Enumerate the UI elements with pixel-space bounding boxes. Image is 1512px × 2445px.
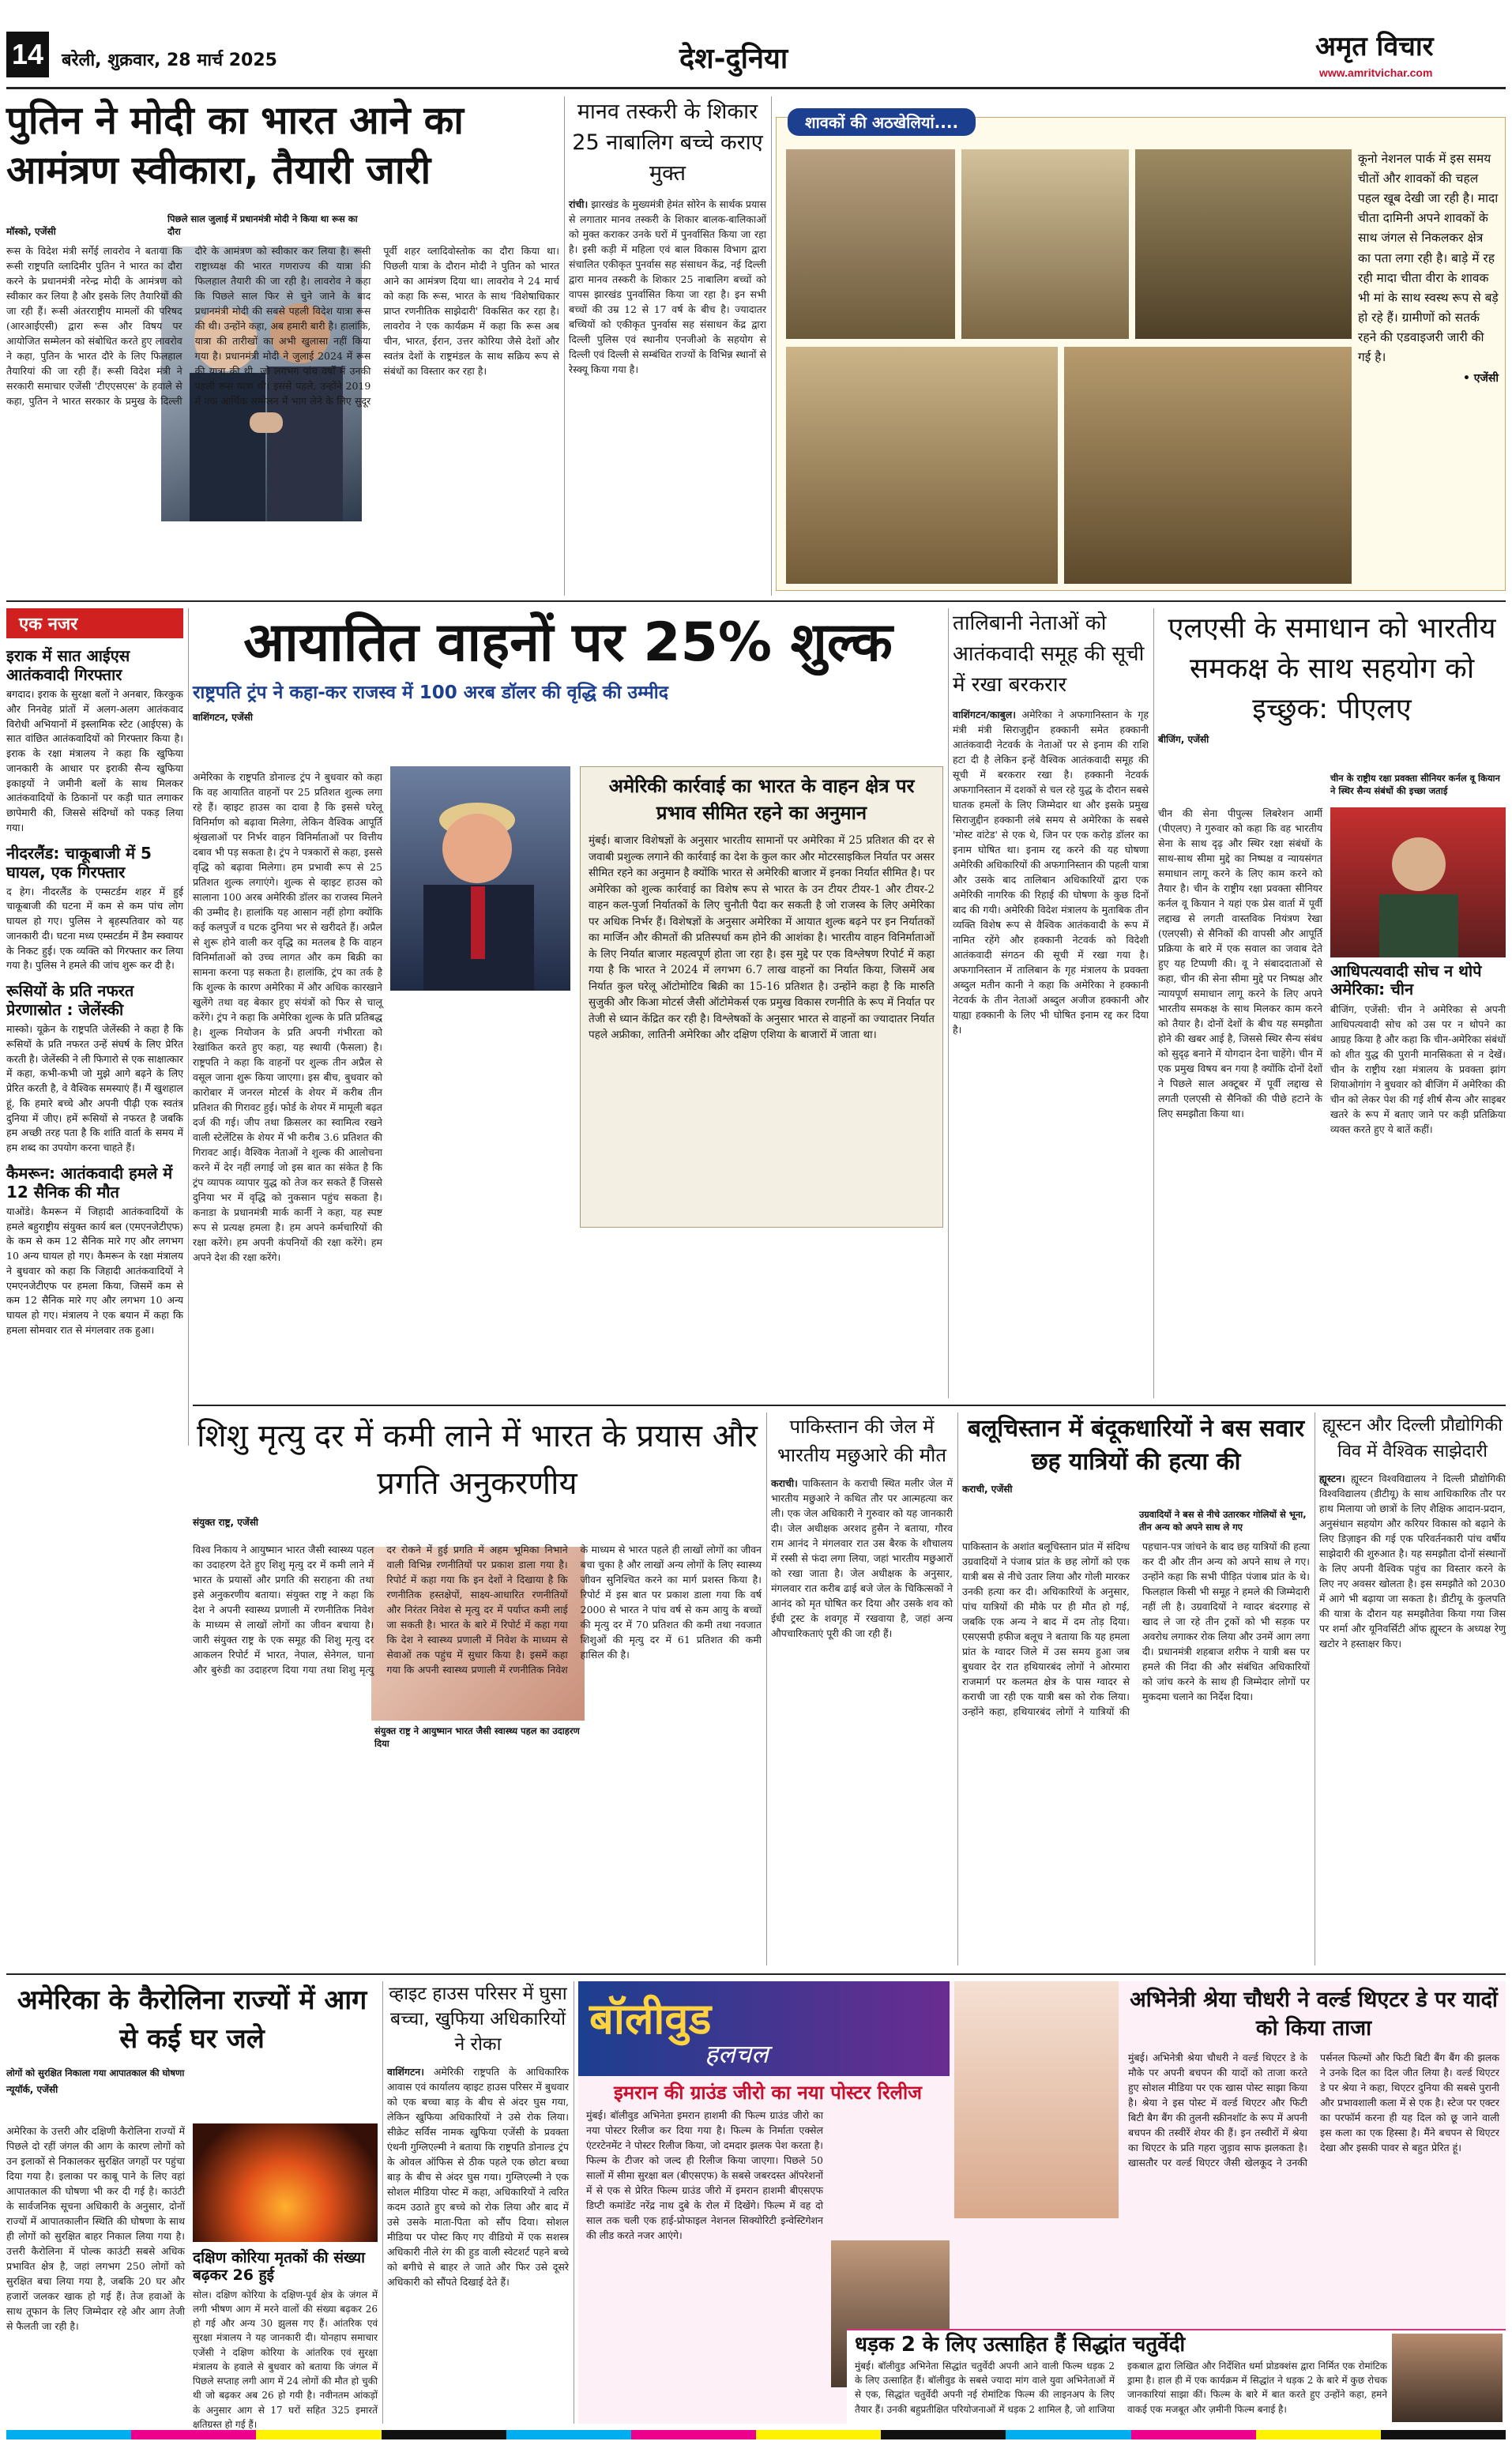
ek-nazar-item-title: इराक में सात आईएस आतंकवादी गिरफ्तार	[6, 646, 130, 684]
trump-figure	[390, 766, 570, 991]
houston-story	[1319, 1412, 1506, 1965]
ek-nazar-item-text: याओंडे। कैमरून में जिहादी आतंकवादियों के हमले बहुराष्ट्रीय संयुक्त कार्य बल (एमएनजेटीएफ) के कम से कम 12 सैनिक मारे गए और लगभग 10 अन्य घायल हो गए। कैमरून के रक्षा मंत्रालय ने बुधवार को कहा कि जिहादी आतंकवादियों ने एमएनजेटीएफ पर हमला किया, जिसमें कम से कम 12 सैनिक मारे गए और लगभग 10 अन्य घायल हो गए। मंत्रालय ने एक बयान में कहा कि हमला सोमवार रात से मंगलवार तक हुआ।	[6, 1205, 183, 1336]
whitehouse-text: अमेरिकी राष्ट्रपति के आधिकारिक आवास एवं कार्यालय व्हाइट हाउस परिसर में बुधवार को एक बच्चा बाड़ के बीच से अंदर घुस गया, लेकिन खुफिया अधिकारियों ने उसे रोक लिया। सीक्रेट सर्विस नामक खुफिया एजेंसी के प्रवक्ता एंथनी गुग्लिएल्मी ने बताया कि राष्ट्रपति डोनाल्ड ट्रंप के ओवल ऑफिस से ठीक पहले एक छोटा बच्चा बाड़ के बीच से अंदर घुस गया। गुग्लिएल्मी ने एक सोशल मीडिया पोस्ट में कहा, अधिकारियों ने त्वरित कदम उठाते हुए बच्चे को रोक लिया और बाद में उसे उसके माता-पिता को सौंप दिया। सोशल मीडिया पर पोस्ट किए गए वीडियो में एक सशस्त्र अधिकारी नीले रंग की हुड वाली स्वेटशर्ट पहने बच्चे को बगीचे से बाहर ले जाते और फिर उसे दूसरे अधिकारी को सौंपते दिखाई देते हैं।	[387, 2065, 569, 2288]
carolina-photo-caption: लोगों को सुरक्षित निकाला गया आपातकाल की घोषणा	[6, 2067, 185, 2078]
tariff-dateline: वाशिंगटन, एजेंसी	[193, 711, 254, 723]
cheetah-photo-1	[786, 149, 955, 339]
shriya-story	[1128, 1986, 1499, 2318]
putin-dateline: मॉस्को, एजेंसी	[6, 226, 56, 237]
ek-nazar-item	[6, 981, 183, 1156]
wu-qian-figure	[1330, 807, 1506, 957]
baloch-body: पाकिस्तान के अशांत बलूचिस्तान प्रांत में संदिग्ध उग्रवादियों ने पंजाब प्रांत के छह लोगों को एक यात्री बस से नीचे उतार लिया और गोली मारकर उनकी हत्या कर दी। अधिकारियों के अनुसार, पांच यात्रियों की मौके पर ही मौत हो गई, जबकि एक अन्य ने बाद में दम तोड़ दिया। एसएसपी हफीज बलूच ने बताया कि यह हमला प्रांत के ग्वादर जिले में उस समय हुआ जब बुधवार देर रात हथियारबंद लोगों ने ओरमारा राजमार्ग पर कलमत क्षेत्र के पास ग्वादर से कराची जा रही एक यात्री बस को रोक लिया। उन्होंने कहा, हथियारबंद लोगों ने यात्रियों की पहचान-पत्र जांचने के बाद छह यात्रियों की हत्या कर दी और तीन अन्य को अपने साथ ले गए। उन्होंने कहा कि सभी पीड़ित पंजाब प्रांत के थे। फिलहाल किसी भी समूह ने हमले की जिम्मेदारी नहीं ली है। उग्रवादियों ने ग्वादर बंदरगाह से खाद ले जा रहे तीन ट्रकों को भी सड़क पर अवरोध लगाकर रोक लिया और उनमें आग लगा दी। प्रधानमंत्री शहबाज शरीफ ने यात्री बस पर हमले की निंदा की और संबंधित अधिकारियों को जांच करने के साथ ही जिम्मेदार लोगों पर मुकदमा चलाने का निर्देश दिया।	[962, 1540, 1310, 1717]
cheetah-credit: • एजेंसी	[1462, 372, 1499, 386]
imran-body: मुंबई। बॉलीवुड अभिनेता इमरान हाशमी की फिल्म ग्राउंड जीरो का नया पोस्टर रिलीज कर दिया गया है। फिल्म के निर्माता एक्सेल एंटरटेनमेंट ने पोस्टर रिलीज किया, जो दमदार झलक पेश करता है। फिल्म के टीजर को जल्द ही रिलीज किया जाएगा। पिछले 50 सालों में सीमा सुरक्षा बल (बीएसएफ) के सबसे जबरदस्त ऑपरेशनों में से एक से प्रेरित फिल्म ग्राउंड जीरो में इमरान हाशमी बीएसएफ डिप्टी कमांडेंट नरेंद्र नाथ दुबे के रोल में दिखेंगे। फिल्म में वह दो साल तक चली एक हाई-प्रोफाइल नेशनल सिक्योरिटी इन्वेस्टिगेशन की लीड करते नजर आएंगे।	[586, 2108, 823, 2241]
page-number-box	[6, 32, 49, 77]
cheetah-photo-5	[1064, 347, 1352, 584]
trump-photo	[390, 766, 570, 991]
shriya-body: मुंबई। अभिनेत्री श्रेया चौधरी ने वर्ल्ड थिएटर डे के मौके पर अपनी बचपन की यादों को ताजा करते हुए सोशल मीडिया पर एक खास पोस्ट साझा किया है। श्रेया ने इस पोस्ट में वर्ल्ड थिएटर और फिटी बिटी बैग बैंग की तुलनी स्क्रीनशॉट के रूप में अपनी बचपन की तस्वीरें शेयर की हैं। इन तस्वीरों में श्रेया का थिएटर के प्रति गहरा जुड़ाव साफ झलकता है। खासतौर पर वर्ल्ड थिएटर जैसी खेलकूद ने उनकी पर्सनल फिल्मों और फिटी बिटी बैंग बैंग की झलक ने उनके दिल का दिल जीत लिया है। वर्ल्ड थिएटर डे पर श्रेया ने कहा, थिएटर दुनिया की सबसे पुरानी और प्रभावशाली कला में से एक है। स्टेज पर एक्टर का परफॉर्म करना ही यह दिल को छू जाने वाली इस कला का एक हिस्सा है। मैंने बचपन से थिएटर देखा और इसकी पावर से बहुत प्रेरित हूं।	[1128, 2051, 1499, 2169]
divider	[1153, 608, 1154, 1398]
page-number: 14	[11, 38, 44, 70]
siddhant-story	[847, 2329, 1506, 2424]
divider	[766, 1412, 767, 1965]
pla-body: चीन की सेना पीपुल्स लिबरेशन आर्मी (पीएलए) ने गुरुवार को कहा कि वह भारतीय सेना के साथ दृढ़ और स्थिर रक्षा संबंधों के साथ-साथ सीमा मुद्दे का निष्पक्ष व न्यायसंगत समाधान लागू करने के लिए काम करने को तैयार है। चीन के राष्ट्रीय रक्षा प्रवक्ता सीनियर कर्नल वू कियान ने यहां एक प्रेस वार्ता में पूर्वी लद्दाख से लगती वास्तविक नियंत्रण रेखा (एलएसी) से सैनिकों की वापसी और आपूर्ति प्रक्रिया के बारे में एक सवाल का जवाब देते हुए यह टिप्पणी की। वू ने संबाददाताओं से कहा, चीन की सेना सीमा मुद्दे पर निष्पक्ष और न्यायपूर्ण समाधान लागू करने के लिए अपने भारतीय समकक्ष के साथ मिलकर काम करने को तैयार है। दोनों देशों के बीच यह समझौता होने की खबर आई है, जिससे स्थिर सैन्य संबंध को सुदृढ़ बनाने में योगदान देना चाहेंगे। चीन में एक प्रमुख विषय बन गया है क्योंकि दोनों देशों ने पिछले साल अक्टूबर में पूर्वी लद्दाख से लगती एलएसी से सैनिकों की पीछे हटाने के लिए समझौता किया था।	[1158, 807, 1322, 1119]
tariff-body-col1	[193, 769, 382, 1263]
korea-box	[193, 2249, 378, 2430]
trafficking-story	[569, 96, 766, 594]
taliban-text: अमेरिका ने अफगानिस्तान के गृह मंत्री मंत्री सिराजुद्दीन हक्कानी समेत हक्कानी आतंकवादी नेटवर्क के नेताओं पर से इनाम की राशि हटा दी है लेकिन इन्हें वैश्विक आतंकवादी समूह की सूची में बरकरार रखा है। हक्कानी नेटवर्क अफगानिस्तान में दशकों से चल रहे युद्ध के दौरान सबसे घातक हमलों के लिए जिम्मेदार था और इसके प्रमुख सिराजुद्दीन हक्कानी लंबे समय से अमेरिका के सबसे 'मोस्ट वांटेड' से एक थे, जिन पर एक करोड़ डॉलर का इनाम घोषित था। इनाम रद्द करने की यह घोषणा अमेरिकी अधिकारियों की अफगानिस्तान की पहली यात्रा और उसके बाद तालिबान अधिकारियों द्वारा एक अमेरिकी नागरिक की रिहाई की घोषणा के कुछ दिनों बाद की गयी। अमेरिकी विदेश मंत्रालय के मुताबिक तीन व्यक्ति विशेष रूप से वैश्विक आतंकवादी के रूप में नामित रहेंगे और हक्कानी नेटवर्क को विदेशी आतंकवादी संगठन की सूची में रखा गया है। अफगानिस्तान में तालिबान के गृह मंत्रालय के प्रवक्ता अब्दुल मतीन कानी ने कहा कि अमेरिका ने हक्कानी नेटवर्क के तीन नेताओं अब्दुल अजीज हक्कानी और याह्या हक्कानी के लिए भी घोषित इनाम रद्द कर दिया है।	[953, 709, 1149, 1036]
baloch-photo-caption: उग्रवादियों ने बस से नीचे उतारकर गोलियों से भूना, तीन अन्य को अपने साथ ले गए	[1139, 1509, 1307, 1533]
imran-headline: इमरान की ग्राउंड जीरो का नया पोस्टर रिलीज	[614, 2082, 922, 2104]
putin-body: रूस के विदेश मंत्री सर्गेई लावरोव ने बताया कि रूसी राष्ट्रपति व्लादिमीर पुतिन ने भारत का दौरा करने के प्रधानमंत्री नरेन्द्र मोदी के आमंत्रण को स्वीकार कर लिया है और इसके लिए तैयारियों की जा रही हैं। रूसी अंतरराष्ट्रीय मामलों की परिषद (आरआईएसी) द्वारा रूस और विषय पर आयोजित सम्मेलन को संबोधित करते हुए लावरोव ने कहा, पुतिन के भारत दौरे के लिए फिलहाल तैयारियां की जा रही हैं। रूसी विदेश मंत्री ने सरकारी समाचार एजेंसी 'टीएएसएस' के हवाले से कहा, पुतिन ने भारत सरकार के प्रमुख के दिल्ली दौरे के आमंत्रण को स्वीकार कर लिया है। रूसी राष्ट्राध्यक्ष की भारत गणराज्य की यात्रा की फिलहाल तैयारी की जा रही है। लावरोव ने कहा कि पिछले साल फिर से चुने जाने के बाद प्रधानमंत्री मोदी की सबसे पहली विदेश यात्रा रूस की थी। उन्होंने कहा, अब हमारी बारी है। हालांकि, यात्रा की तारीखों का अभी खुलासा नहीं किया गया है। प्रधानमंत्री मोदी ने जुलाई 2024 में रूस की यात्रा की थी, जो लगभग पांच वर्षों में उनकी पहली रूस यात्रा थी। इससे पहले, उन्होंने 2019 में एक आर्थिक सम्मेलन में भाग लेने के लिए सुदूर पूर्वी शहर व्लादिवोस्तोक का दौरा किया था। पिछली यात्रा के दौरान मोदी ने पुतिन को भारत आने का आमंत्रण दिया था। लावरोव ने 24 मार्च को कहा कि रूस, भारत के साथ 'विशेषाधिकार प्राप्त रणनीतिक साझेदारी' विकसित कर रहा है। लावरोव ने एक कार्यक्रम में कहा कि रूस अब चीन, भारत, ईरान, उत्तर कोरिया जैसे देशों और स्वतंत्र देशों के राष्ट्रमंडल के साथ सक्रिय रूप से संबंधों का विस्तार कर रहा है।	[6, 245, 559, 407]
website: www.amritvichar.com	[1319, 66, 1433, 79]
ek-nazar-item	[6, 844, 183, 974]
putin-photo-caption: पिछले साल जुलाई में प्रधानमंत्री मोदी ने किया था रूस का दौरा	[167, 213, 358, 237]
color-registration-strip	[6, 2430, 1506, 2439]
taliban-dateline: वाशिंगटन/काबुल।	[953, 709, 1016, 720]
houston-text: ह्यूस्टन विश्वविद्यालय ने दिल्ली प्रौद्योगिकी विश्वविद्यालय (डीटीयू) के साथ आधिकारिक तौर पर हाथ मिलाया जो छात्रों के लिए शैक्षिक आदान-प्रदान, अनुसंधान सहयोग और करियर विकास को बढ़ाने के लिए डिज़ाइन की गई एक परिवर्तनकारी पांच वर्षीय साझेदारी की शुरुआत है। यह समझौता दोनों संस्थानों के लिए अपनी वैश्विक पहुंच का विस्तार करने के लिए नए अवसर खोलता है। इस समझौते को 2030 में आगे भी बढ़ाया जा सकता है। डीटीयू के कुलपति की यात्रा के दौरान यह समझौतेवा किया गया जिस पर शर्मा और यूनिवर्सिटी ऑफ ह्यूस्टन के अध्यक्ष रेणु खटोर ने हस्ताक्षर किए।	[1319, 1473, 1506, 1649]
wu-qian-photo	[1330, 807, 1506, 957]
tariff-box-headline: अमेरिकी कार्रवाई का भारत के वाहन क्षेत्र पर प्रभाव सीमित रहने का अनुमान	[608, 775, 915, 824]
brand-logo: अमृत विचार	[1315, 31, 1434, 62]
bollywood-section	[578, 1981, 1506, 2424]
siddhant-headline: धड़क 2 के लिए उत्साहित हैं सिद्धांत चतुर्वेदी	[855, 2333, 1186, 2357]
cheetah-photo-2	[961, 149, 1129, 339]
carolina-headline: अमेरिका के कैरोलिना राज्यों में आग से कई घर जले	[17, 1984, 367, 2056]
bollywood-label-bottom: हलचल	[705, 2039, 769, 2069]
tariff-box-body: मुंबई। बाजार विशेषज्ञों के अनुसार भारतीय सामानों पर अमेरिका में 25 प्रतिशत की दर से जवाबी प्रशुल्क लगाने की कार्रवाई का देश के कुल कार और मोटरसाइकिल निर्यात पर असर सीमित रहने का अनुमान है क्योंकि भारत से अमेरिकी बाजार में इनका निर्यात सीमित है। पर अमेरिका को शुल्क कार्रवाई का विशेष रूप से भारत के उन टीयर टीयर-1 और टीयर-2 वाहन कल-पुर्जा निर्यातकों के लिए चुनौती पैदा कर सकती है जो राजस्व के लिए अमेरिका पर अधिक निर्भर हैं। विशेषज्ञों के अनुसार अमेरिका में आयात शुल्क बढ़ने पर इन निर्यातकों का मार्जिन और कीमतों की प्रतिस्पर्धा कम होने की आशंका है। भारतीय वाहन विनिर्माताओं के लिए निर्यात बाजार महत्वपूर्ण होता जा रहा है। इस मुद्दे पर एक विश्लेषण रिपोर्ट में कहा गया है कि भारत ने 2024 में लगभग 6.7 लाख वाहनों का निर्यात किया, जिसमें अब निर्यात कुल घरेलू ऑटोमोटिव बिक्री का 15-16 प्रतिशत है। उन्होंने कहा है कि मारुति सुजुकी और किआ मोटर्स जैसी ऑटोमेकर्स एक प्रमुख विकास रणनीति के रूप में निर्यात पर तेजी से ध्यान केंद्रित कर रही है। विश्लेषकों के अनुसार भारत से वाहनों का ज्यादातर निर्यात पहले अफ्रीका, लातिनी अमेरिका और दक्षिण एशिया के बाजारों में जाता था।	[589, 834, 935, 1042]
siddhant-photo	[1392, 2334, 1503, 2422]
fishermen-text: पाकिस्तान के कराची स्थित मलीर जेल में भारतीय मछुआरे ने कथित तौर पर आत्महत्या कर ली। एक जेल अधिकारी ने गुरुवार को यह जानकारी दी। जेल अधीक्षक अरशद हुसैन ने बताया, गौरव राम आनंद ने मंगलवार रात उस बैरक के शौचालय में रस्सी से फंदा लगा लिया, जहां भारतीय मछुआरों को रखा जाता है। जेल अधीक्षक के अनुसार, मंगलवार रात करीब ढाई बजे जेल के चिकित्सकों ने आनंद को मृत घोषित कर दिया और उसके शव को ईधी ट्रस्ट के शवगृह में रखवाया है, जहां अन्य औपचारिकताएं पूरी की जा रही हैं।	[771, 1477, 953, 1639]
section-title: देश-दुनिया	[679, 43, 788, 75]
pla-sub-body: बीजिंग, एजेंसी: चीन ने अमेरिका से अपनी आधिपत्यवादी सोच को उस पर न थोपने का आग्रह किया है और कहा कि चीन-अमेरिका संबंधों को शीत युद्ध की पुरानी मानसिकता से न देखें। चीन के राष्ट्रीय रक्षा मंत्रालय के प्रवक्ता झांग शियाओगांग ने बुधवार को बीजिंग में अमेरिका की चीन को लेकर पेश की गई शीर्ष सैन्य और साइबर खतरे के रूप में बताए जाने पर कड़ी प्रतिक्रिया व्यक्त करते हुए ये बातें कहीं।	[1330, 1003, 1506, 1135]
bollywood-banner	[578, 1981, 950, 2076]
whitehouse-headline: व्हाइट हाउस परिसर में घुसा बच्चा, खुफिया अधिकारियों ने रोका	[389, 1984, 567, 2056]
imran-story	[586, 2082, 950, 2319]
section-rule	[6, 600, 1506, 602]
whitehouse-body	[387, 2064, 569, 2412]
houston-body	[1319, 1471, 1506, 1898]
divider	[564, 96, 565, 596]
ek-nazar-item-title: कैमरून: आतंकवादी हमले में 12 सैनिक की मौत	[6, 1163, 173, 1202]
fishermen-dateline: कराची।	[771, 1477, 798, 1489]
trafficking-dateline: रांची।	[569, 198, 589, 211]
houston-headline: ह्यूस्टन और दिल्ली प्रौद्योगिकी विव में वैश्विक साझेदारी	[1322, 1416, 1503, 1461]
fire-photo	[193, 2123, 378, 2242]
baloch-dateline: कराची, एजेंसी	[962, 1484, 1013, 1495]
shriya-photo	[954, 1981, 1119, 2218]
city-date: बरेली, शुक्रवार, 28 मार्च 2025	[62, 51, 277, 70]
ek-nazar-item-title: रूसियों के प्रति नफरत प्रेरणास्रोत : जेलेंस्की	[6, 981, 134, 1019]
ek-nazar-item-text: बगदाद। इराक के सुरक्षा बलों ने अनबार, किरकुक और निनवेह प्रांतों में अलग-अलग आतंकवाद विरोधी अभियानों में इस्लामिक स्टेट (आईएस) के सात वांछित आतंकवादियों को गिरफ्तार किया है। इराक के रक्षा मंत्रालय ने कहा कि खुफिया जानकारी के आधार पर इराकी सैन्य खुफिया इकाइयों ने जमीनी बलों के साथ मिलकर आतंकवादियों के ठिकानों पर कड़ी घात लगाकर छापेमारी की, जिससे संदिग्धों को पकड़ लिया गया।	[6, 688, 183, 833]
cheetah-photo-3	[1135, 149, 1352, 339]
divider	[771, 96, 772, 596]
cheetah-caption-box	[1358, 149, 1499, 584]
whitehouse-story	[387, 1981, 569, 2424]
masthead-rule	[6, 87, 1506, 89]
ek-nazar-item	[6, 646, 183, 836]
pla-dateline: बीजिंग, एजेंसी	[1158, 734, 1209, 746]
fishermen-headline: पाकिस्तान की जेल में भारतीय मछुआरे की मौत	[777, 1416, 947, 1466]
carolina-dateline: न्यूयॉर्क, एजेंसी	[6, 2084, 58, 2096]
trafficking-body	[569, 197, 766, 568]
carolina-story	[6, 1981, 378, 2430]
trafficking-text: झारखंड के मुख्यमंत्री हेमंत सोरेन के सार्थक प्रयास से लगातार मानव तस्करी के शिकार बालक-बालिकाओं को मुक्त कराकर उनके घरों में पुनर्वासित किया जा रहा है। इसी कड़ी में महिला एवं बाल विकास विभाग द्वारा संचालित एकीकृत पुनर्वास सह संसाधन केंद्र, नई दिल्ली द्वारा मानव तस्करी के शिकार 25 नाबालिग बच्चों को वापस झारखंड पुनर्वासित किया जा रहा है। इन सभी बच्चों की उम्र 12 से 17 वर्ष के बीच है। ज्यादातर बच्चियों को एकीकृत पुनर्वास सह संसाधन केंद्र द्वारा दिल्ली पुलिस एवं स्थानीय एनजीओ के सहयोग से दिल्ली एवं दिल्ली से सम्बंधित राज्यों के विभिन्न स्थानों से रेस्क्यू किया गया है।	[569, 198, 766, 376]
pla-sub-story	[1330, 962, 1506, 1294]
section-rule	[6, 1973, 1506, 1975]
putin-headline: पुतिन ने मोदी का भारत आने का आमंत्रण स्वीकारा, तैयारी जारी	[6, 98, 464, 193]
cheetah-label: शावकों की अठखेलियां....	[788, 108, 976, 136]
pla-headline: एलएसी के समाधान को भारतीय समकक्ष के साथ सहयोग को इच्छुक: पीएलए	[1168, 612, 1496, 726]
fishermen-story	[771, 1412, 953, 1965]
fishermen-body	[771, 1476, 953, 1902]
korea-headline: दक्षिण कोरिया मृतकों की संख्या बढ़कर 26 हुई	[193, 2249, 366, 2284]
pla-sub-headline: आधिपत्यवादी सोच न थोपे अमेरिका: चीन	[1330, 961, 1482, 999]
ek-nazar-sidebar	[6, 608, 183, 1446]
infant-body: विश्व निकाय ने आयुष्मान भारत जैसी स्वास्थ्य पहल का उदाहरण देते हुए शिशु मृत्यु दर में कमी लाने में भारत के प्रयासों और प्रगति की सराहना की तथा इसे अनुकरणीय बताया। संयुक्त राष्ट्र ने कहा कि देश ने अपनी स्वास्थ्य प्रणाली में रणनीतिक निवेश के माध्यम से लाखों लोगों का जीवन बचाया है। जारी संयुक्त राष्ट्र के एक समूह की शिशु मृत्यु दर आकलन रिपोर्ट में भारत, नेपाल, सेनेगल, घाना और बुरुंडी का उदाहरण दिया गया तथा शिशु मृत्यु दर रोकने में हुई प्रगति में अहम भूमिका निभाने वाली विभिन्न रणनीतियों पर प्रकाश डाला गया है। रिपोर्ट में कहा गया कि इन देशों ने दिखाया है कि रणनीतिक हस्तक्षेपों, साक्ष्य-आधारित रणनीतियों और निरंतर निवेश से मृत्यु दर में पर्याप्त कमी लाई जा सकती है। भारत के बारे में रिपोर्ट में कहा गया कि देश ने स्वास्थ्य प्रणाली में निवेश के माध्यम से सेवाओं तक पहुंच में सुधार किया है। इसमें कहा गया कि अपनी स्वास्थ्य प्रणाली में रणनीतिक निवेश के माध्यम से भारत पहले ही लाखों लोगों का जीवन बचा चुका है और लाखों अन्य लोगों के लिए स्वास्थ्य जीवन सुनिश्चित करने का मार्ग प्रशस्त किया है। रिपोर्ट में इस बात पर प्रकाश डाला गया कि वर्ष 2000 से भारत ने पांच वर्ष से कम आयु के बच्चों की मृत्यु दर में 70 प्रतिशत की कमी तथा नवजात शिशुओं की मृत्यु दर में 61 प्रतिशत की कमी हासिल की है।	[193, 1544, 762, 1676]
baloch-headline: बलूचिस्तान में बंदूकधारियों ने बस सवार छह यात्रियों की हत्या की	[967, 1415, 1305, 1476]
cheetah-feature	[776, 113, 1506, 591]
putin-story	[6, 96, 559, 594]
trafficking-headline: मानव तस्करी के शिकार 25 नाबालिग बच्चे कराए मुक्त	[572, 100, 763, 186]
infant-story	[193, 1412, 762, 1965]
infant-dateline: संयुक्त राष्ट्र, एजेंसी	[193, 1517, 259, 1528]
whitehouse-dateline: वाशिंगटन।	[387, 2065, 424, 2078]
masthead	[0, 0, 1512, 79]
divider	[382, 1981, 383, 2424]
tariff-body: अमेरिका के राष्ट्रपति डोनाल्ड ट्रंप ने बुधवार को कहा कि वह आयातित वाहनों पर 25 प्रतिशत शुल्क लगा रहे हैं। व्हाइट हाउस का दावा है कि इससे घरेलू विनिर्माण को बढ़ावा मिलेगा, लेकिन वैश्विक आपूर्ति श्रृंखलाओं पर निर्भर वाहन विनिर्माताओं पर वित्तीय दबाव भी पड़ सकता है। ट्रंप ने पत्रकारों से कहा, इससे वृद्धि को बढ़ावा मिलेगा। हम प्रभावी रूप से 25 प्रतिशत शुल्क लगाएंगे। शुल्क से व्हाइट हाउस को सालाना 100 अरब अमेरिकी डॉलर का राजस्व मिलने की उम्मीद है। हालांकि यह आसान नहीं होगा क्योंकि कई कलपुर्जे व घटक दुनिया भर से खरीदते हैं। अप्रैल से शुरू होने वाली कर वृद्धि का मतलब है कि वाहन विनिर्माताओं को उच्च लागत और कम बिक्री का सामना करना पड़ सकता है। हालांकि, ट्रंप का तर्क है कि शुल्क के कारण अमेरिका में और अधिक कारखाने खुलेंगे तथा वह बेकार हुए संयंत्रों को फिर से चालू करेंगे। ट्रंप ने कहा कि अमेरिका शुल्क के प्रति प्रतिबद्ध है। शुल्क नियोजन के प्रति अपनी गंभीरता को रेखांकित करते हुए कहा, यह स्थायी (फैसला) है। राष्ट्रपति ने कहा कि वाहनों पर शुल्क तीन अप्रैल से वसूल जाना शुरू किया जाएगा। इस बीच, बुधवार को कारोबार में जनरल मोटर्स के शेयर में करीब तीन प्रतिशत की गिरावट हुई। फोर्ड के शेयर में मामूली बढ़त दर्ज की गई। जीप तथा क्रिसलर का स्वामित्व रखने वाली स्टेलेंटिस के शेयर में भी करीब 3.6 प्रतिशत की गिरावट आई। वैश्विक नेताओं ने शुल्क की आलोचना करने में देर नहीं लगाई जो इस बात का संकेत है कि ट्रंप व्यापक व्यापार युद्ध को तेज कर सकते हैं जिससे दुनिया भर में वृद्धि को नुकसान पहुंच सकता है। कनाडा के प्रधानमंत्री मार्क कार्नी ने कहा, यह स्पष्ट रूप से प्रत्यक्ष हमला है। हम अपने कर्मचारियों की रक्षा करेंगे। हम अपनी कंपनियों की रक्षा करेंगे। हम अपने देश की रक्षा करेंगे।	[193, 771, 382, 1263]
tariff-subheadline: राष्ट्रपति ट्रंप ने कहा-कर राजस्व में 100 अरब डॉलर की वृद्धि की उम्मीद	[193, 683, 668, 704]
taliban-headline: तालिबानी नेताओं को आतंकवादी समूह की सूची में रखा बरकरार	[953, 611, 1145, 697]
taliban-story	[953, 608, 1149, 1398]
korea-body: सोल। दक्षिण कोरिया के दक्षिण-पूर्व क्षेत्र के जंगल में लगी भीषण आग में मरने वालों की संख्या बढ़कर 26 हो गई और अन्य 30 झुलस गए हैं। आंतरिक एवं सुरक्षा मंत्रालय ने यह जानकारी दी। योनहाप समाचार एजेंसी ने दक्षिण कोरिया के आंतरिक एवं सुरक्षा मंत्रालय के हवाले से बुधवार को बताया कि जंगल में पिछले सप्ताह लगी आग में 24 लोगों की मौत हो चुकी थी जो बढ़कर अब 26 हो गयी है। नवीनतम आंकड़ों के अनुसार आग से 17 घरों सहित 325 इमारतें क्षतिग्रस्त हो गई हैं।	[193, 2289, 378, 2430]
bollywood-label-top: बॉलीवुड	[589, 1994, 712, 2044]
tariff-headline: आयातित वाहनों पर 25% शुल्क	[243, 611, 893, 674]
taliban-body	[953, 707, 1149, 1339]
pla-story	[1158, 608, 1506, 1398]
infant-photo-caption: संयुक्त राष्ट्र ने आयुष्मान भारत जैसी स्वास्थ्य पहल का उदाहरण दिया	[374, 1725, 580, 1749]
siddhant-body: मुंबई। बॉलीवुड अभिनेता सिद्धांत चतुर्वेदी अपनी आने वाली फिल्म धड़क 2 के लिए उत्साहित हैं। बॉलीवुड के सबसे ज्यादा मांग वाले युवा अभिनेताओं में से एक, सिद्धांत चतुर्वेदी अपनी नई रोमांटिक फिल्म की लाइनअप के लिए तैयार हैं। उनकी बहुप्रतीक्षित परियोजनाओं में धड़क 2 शामिल है, जो शाजिया इकबाल द्वारा लिखित और निर्देशित धर्मा प्रोडक्शंस द्वारा निर्मित एक रोमांटिक ड्रामा है। हाल ही में एक कार्यक्रम में सिद्धांत ने धड़क 2 के बारे में कुछ रोचक जानकारियां साझा कीं। फिल्म के बारे में बात करते हुए उन्होंने कहा, हमने वाकई एक मजबूत और ज़मीनी फिल्म बनाई है।	[855, 2360, 1387, 2415]
shriya-headline: अभिनेत्री श्रेया चौधरी ने वर्ल्ड थिएटर डे पर यादों को किया ताजा	[1130, 1988, 1498, 2041]
section-rule	[193, 1405, 1506, 1406]
ek-nazar-item-text: मास्को। यूक्रेन के राष्ट्रपति जेलेंस्की ने कहा है कि रूसियों के प्रति नफरत उन्हें संघर्ष के लिए प्रेरित करती है। जेलेंस्की ने ली फिगारो से एक साक्षात्कार में कहा, कभी-कभी जो मुझे आगे बढ़ने के लिए प्रेरित करती है, वे वैश्विक समस्याएं हैं। मैं खुशहाल हूं, कि हमारे बच्चे और अपनी पीढ़ी एक स्वतंत्र दुनिया में जीए। हमें रूसियों से नफरत है जबकि हम अच्छी तरह पता है कि शांति वार्ता के समय में हम शब्द का उपयोग करना चाहते हैं।	[6, 1023, 184, 1153]
tariff-box	[580, 766, 943, 1228]
baloch-story	[962, 1412, 1310, 1965]
divider	[188, 608, 189, 1446]
pla-photo-caption: चीन के राष्ट्रीय रक्षा प्रवक्ता सीनियर कर्नल वू कियान ने स्थिर सैन्य संबंधों की इच्छा जताई	[1330, 773, 1500, 796]
ek-nazar-item	[6, 1164, 183, 1338]
tariff-story	[193, 608, 943, 1398]
ek-nazar-item-text: द हेग। नीदरलैंड के एम्सटर्डम शहर में हुई चाकूबाजी की घटना में कम से कम पांच लोग घायल हो गए। पुलिस ने बृहस्पतिवार को यह जानकारी दी। घटना मध्य एम्सटर्डम में डैम स्क्वायर के निकट हुई। एक व्यक्ति को गिरफ्तार कर लिया गया है। पुलिस ने हमले की जांच शुरू कर दी है।	[6, 885, 183, 972]
ek-nazar-item-title: नीदरलैंड: चाकूबाजी में 5 घायल, एक गिरफ्तार	[6, 843, 152, 882]
infant-headline: शिशु मृत्यु दर में कमी लाने में भारत के प्रयास और प्रगति अनुकरणीय	[197, 1418, 758, 1502]
cheetah-caption: कूनो नेशनल पार्क में इस समय चीतों और शावकों की चहल पहल खूब देखी जा रही है। मादा चीता दामिनी अपने शावकों के साथ जंगल से निकलकर क्षेत्र का पता लगा रही है। बाड़े में रह रही मादा चीता वीरा के शावक भी मां के साथ स्वस्थ रूप से बड़े हो रहे हैं। ग्रामीणों को सतर्क रहने की एडवाइजरी जारी की गई है।	[1358, 152, 1499, 365]
houston-dateline: ह्यूस्टन।	[1319, 1473, 1345, 1484]
divider	[948, 608, 949, 1398]
ek-nazar-label: एक नजर	[6, 608, 183, 638]
carolina-body: अमेरिका के उत्तरी और दक्षिणी कैरोलिना राज्यों में पिछले दो रहीं जंगल की आग के कारण लोगों को उन इलाकों से निकालकर सुरक्षित जगहों पर पहुंचा दिया गया है। इलाका पर काबू पाने के लिए वहां आपातकाल की घोषणा भी कर दी गई है। काउंटी के सार्वजनिक सूचना अधिकारी के अनुसार, दोनों राज्यों में आपातकालीन स्थिति की घोषणा के साथ ही लोगों को सुरक्षित बाहर निकाल लिया गया है। उत्तरी कैरोलिना में पोल्क काउंटी सबसे अधिक प्रभावित क्षेत्र है, जहां लगभग 250 लोगों को सुरक्षित बचा लिया गया है, जबकि 20 घर और हजारों जलकर खाक हो गई हैं। तेज हवाओं के साथ तूफान के लिए जिम्मेदार रहे और आग तेजी से फैलती जा रही है।	[6, 2125, 185, 2332]
divider	[957, 1412, 958, 1965]
cheetah-photo-4	[786, 347, 1058, 584]
